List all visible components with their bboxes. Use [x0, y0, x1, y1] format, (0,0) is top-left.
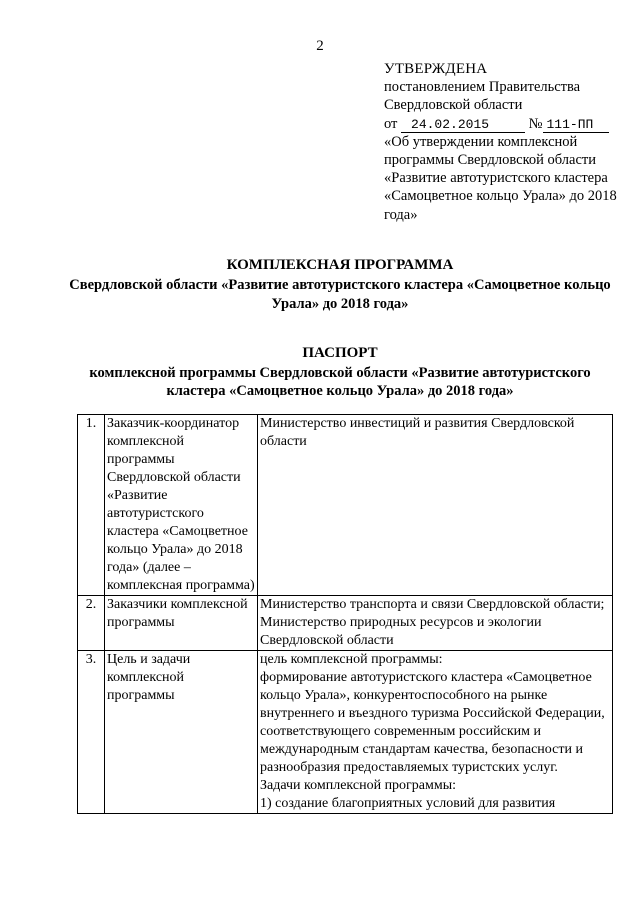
approval-block — [384, 60, 634, 224]
row-value-line: Задачи комплексной программы: — [260, 778, 457, 793]
page-number: 2 — [316, 38, 324, 54]
row-label: Заказчик-координатор комплексной программы Свердловской области «Развитие автотуристского кластера «Самоцветное кольцо Урала» до 2018 года» (далее – комплексная программа) — [105, 415, 258, 596]
program-title: КОМПЛЕКСНАЯ ПРОГРАММА — [226, 257, 454, 273]
table-row — [78, 651, 613, 814]
row-value — [258, 651, 613, 814]
handwritten-date: 24.02.2015 — [401, 118, 525, 133]
approval-title: УТВЕРЖДЕНА — [384, 61, 488, 77]
row-value-line: Министерство транспорта и связи Свердловской области; — [260, 597, 605, 612]
number-prefix: № — [528, 115, 543, 132]
date-prefix: от — [384, 115, 398, 132]
table-row — [78, 596, 613, 651]
passport-heading — [60, 344, 620, 401]
row-value-line: 1) создание благоприятных условий для развития — [260, 796, 556, 811]
row-value-line: Министерство природных ресурсов и экологии Свердловской области — [260, 615, 542, 648]
approval-date-line — [384, 115, 634, 133]
handwritten-number: 111-ПП — [543, 118, 609, 133]
passport-table — [77, 414, 613, 814]
program-subtitle: Свердловской области «Развитие автотуристского кластера «Самоцветное кольцо Урала» до 2018 года» — [69, 277, 611, 312]
row-value-line: формирование автотуристского кластера «Самоцветное кольцо Урала», конкурентоспособного на рынке внутреннего и въездного туризма Российской Федерации, соответствующего современным российским и международным стандартам качества, безопасности и разнообразия предоставляемых туристских услуг. — [260, 670, 605, 775]
passport-title: ПАСПОРТ — [302, 345, 378, 361]
row-label: Заказчики комплексной программы — [105, 596, 258, 651]
row-value-line: цель комплексной программы: — [260, 652, 443, 667]
row-label: Цель и задачи комплексной программы — [105, 651, 258, 814]
approval-about: «Об утверждении комплексной программы Свердловской области «Развитие автотуристского кластера «Самоцветное кольцо Урала» до 2018 года» — [384, 133, 617, 223]
table-row — [78, 415, 613, 596]
approval-line-1: постановлением Правительства — [384, 79, 581, 96]
row-value — [258, 596, 613, 651]
row-number: 2. — [78, 596, 105, 651]
row-value — [258, 415, 613, 596]
row-value-line: Министерство инвестиций и развития Свердловской области — [260, 416, 575, 449]
row-number: 3. — [78, 651, 105, 814]
row-number: 1. — [78, 415, 105, 596]
program-heading — [60, 256, 620, 314]
passport-subtitle: комплексной программы Свердловской области «Развитие автотуристского кластера «Самоцветное кольцо Урала» до 2018 года» — [89, 364, 591, 399]
approval-line-2: Свердловской области — [384, 97, 523, 114]
